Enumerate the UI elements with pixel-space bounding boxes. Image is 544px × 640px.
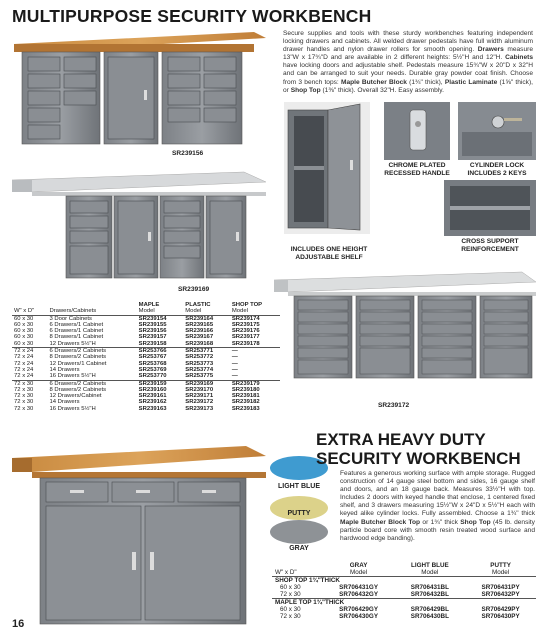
cell-maple: SR239157 xyxy=(138,334,167,341)
cell-size: 72 x 24 xyxy=(12,348,47,355)
table-row xyxy=(12,373,280,380)
cell-desc: 8 Drawers/1 Cabinet xyxy=(49,334,104,341)
cell-size: 72 x 24 xyxy=(14,354,34,361)
cell-plastic: SR253773 xyxy=(185,360,214,367)
cell-desc: 14 Drawers xyxy=(49,366,80,373)
cabinet-open-image xyxy=(284,102,370,234)
cell-plastic: SR239173 xyxy=(185,405,214,412)
cell-maple: SR239161 xyxy=(138,393,167,400)
t2-col-size: W" x D" xyxy=(275,569,297,576)
col-plastic xyxy=(183,302,230,315)
sku-label-bench-1: SR239156 xyxy=(172,150,204,157)
cell-size: 60 x 30 xyxy=(280,606,301,613)
section2-bold-shop: Shop Top xyxy=(460,518,491,526)
caption-lock: CYLINDER LOCK INCLUDES 2 KEYS xyxy=(467,162,527,177)
cell-size: 72 x 24 xyxy=(14,366,34,373)
cell-maple: SR253770 xyxy=(138,373,167,380)
cell-maple: SR239155 xyxy=(138,321,167,328)
cell-desc: 8 Drawers/2 Cabinets xyxy=(49,354,107,361)
col-shop-label: SHOP TOP xyxy=(231,302,263,308)
cylinder-lock-image xyxy=(458,102,536,160)
sku-label-bench-2: SR239169 xyxy=(178,286,210,293)
cell-size: 60 x 30 xyxy=(14,321,34,328)
cell-size: 60 x 30 xyxy=(14,340,34,347)
table-row xyxy=(12,341,280,348)
cell-plastic: SR239171 xyxy=(185,393,214,400)
section2-text: Features a generous working surface with ample storage. Rugged construction of 14 gauge steel bottom and sides, 16 gauge shelf and doors, and an 18 gauge back. Measures 33½"H with top. Includes 2 doors with keyed handle that enclose, 1 centered fixed shelf, and 3 drawers measuring 15½"W x 24"D x 5½"H each with keyed alike cylinder locks. Fully assembled. Choose a 1¾" thick xyxy=(340,470,535,518)
cell-shop: — xyxy=(231,373,238,380)
t2-col-blue xyxy=(395,562,466,577)
table-row xyxy=(12,334,280,340)
cell-desc: 3 Door Cabinets xyxy=(47,315,136,322)
cell-shop: SR239181 xyxy=(231,393,260,400)
cell-shop: SR239175 xyxy=(231,321,260,328)
cell-gray: SR706432GY xyxy=(339,591,379,598)
intro-text: Secure supplies and tools with these sturdy workbenches featuring independent locking drawers and cabinets. All welded drawer pedestals have full width aluminum drawer handles and nylon drawer rollers for smooth opening. xyxy=(283,30,533,54)
caption-shelf: INCLUDES ONE HEIGHT ADJUSTABLE SHELF xyxy=(290,246,368,261)
t2-col-gray-label: GRAY xyxy=(349,562,368,569)
table-row xyxy=(12,380,280,387)
page-title: MULTIPURPOSE SECURITY WORKBENCH xyxy=(12,6,372,26)
caption-support: CROSS SUPPORT REINFORCEMENT xyxy=(461,238,519,253)
cell-maple: SR239159 xyxy=(137,380,184,387)
cell-plastic: SR239167 xyxy=(185,334,214,341)
spec-table-multipurpose xyxy=(12,302,280,412)
workbench-plastic-image xyxy=(8,168,270,286)
cross-support-image xyxy=(444,180,536,236)
table2-header-row xyxy=(272,562,536,577)
cell-putty: SR706432PY xyxy=(481,591,520,598)
cell-gray: SR706430GY xyxy=(339,613,379,620)
cell-maple: SR239156 xyxy=(138,328,167,335)
table-group-row xyxy=(272,599,536,607)
col-plastic-label: PLASTIC xyxy=(185,302,211,308)
swatch-label-gray: GRAY xyxy=(289,545,309,552)
cell-desc: 16 Drawers 5½"H xyxy=(49,373,96,380)
cell-plastic: SR239164 xyxy=(183,315,230,322)
cell-putty: SR706429PY xyxy=(481,606,520,613)
swatch-label-light-blue: LIGHT BLUE xyxy=(278,483,320,490)
cell-size: 72 x 30 xyxy=(14,393,34,400)
cell-shop: SR239174 xyxy=(230,315,280,322)
intro-bold-plastic: Plastic Laminate xyxy=(444,78,498,86)
table-row xyxy=(272,613,536,620)
workbench-maple-image xyxy=(8,30,270,148)
cell-maple: SR253766 xyxy=(137,348,184,355)
cell-size: 72 x 30 xyxy=(280,613,301,620)
cell-size: 60 x 30 xyxy=(14,328,34,335)
cell-blue: SR706429BL xyxy=(410,606,449,613)
cell-plastic: SR253771 xyxy=(183,348,230,355)
cell-blue: SR706432BL xyxy=(410,591,449,598)
cell-maple: SR239160 xyxy=(138,386,167,393)
table-row xyxy=(12,406,280,412)
cell-gray: SR706429GY xyxy=(339,606,379,613)
cell-shop: — xyxy=(231,354,238,361)
cell-shop: — xyxy=(230,348,280,355)
cell-putty: SR706430PY xyxy=(481,613,520,620)
cell-blue: SR706430BL xyxy=(410,613,449,620)
cell-size: 72 x 30 xyxy=(280,591,301,598)
cell-maple: SR253768 xyxy=(138,360,167,367)
cell-plastic: SR253774 xyxy=(185,366,214,373)
table-row xyxy=(272,591,536,599)
cell-shop: SR239177 xyxy=(231,334,260,341)
cell-plastic: SR239165 xyxy=(185,321,214,328)
section2-title-line2: SECURITY WORKBENCH xyxy=(316,449,521,468)
cell-maple: SR253767 xyxy=(138,354,167,361)
cell-size: 72 x 24 xyxy=(14,360,34,367)
table-row xyxy=(272,584,536,591)
cell-shop: SR239182 xyxy=(231,399,260,406)
cell-desc: 14 Drawers xyxy=(49,399,80,406)
cell-size: 72 x 30 xyxy=(14,405,34,412)
cell-blue: SR706431BL xyxy=(410,584,449,591)
cell-maple: SR239154 xyxy=(137,315,184,322)
swatch-gray xyxy=(270,520,328,544)
intro-text: (1⅝" thick), or xyxy=(283,78,533,94)
section2-text: (45 lb. density particle board core with smooth resin treated wood surface and hardwood edge banding). xyxy=(340,518,535,542)
cell-desc: 6 Drawers/2 Cabinets xyxy=(47,348,136,355)
t2-col-blue-sub: Model xyxy=(421,569,439,576)
t2-col-putty-sub: Model xyxy=(492,569,510,576)
sku-label-bench-3: SR239172 xyxy=(378,402,410,409)
cell-plastic: SR253775 xyxy=(185,373,214,380)
cell-maple: SR239162 xyxy=(138,399,167,406)
swatch-label-putty: PUTTY xyxy=(287,510,311,517)
cell-desc: 12 Drawers 5½"H xyxy=(49,340,96,347)
cell-putty: SR706431PY xyxy=(481,584,520,591)
page-number: 16 xyxy=(12,618,25,630)
col-plastic-sub: Model xyxy=(185,308,202,315)
intro-text: have locking doors and adjustable shelf. Pedestals measure 15¾"W x 20"D x 32"H and can be arranged to suit your needs. Durable gray powder coat finish. Choose from 3 bench tops: xyxy=(283,62,533,86)
cell-plastic: SR253772 xyxy=(185,354,214,361)
cell-maple: SR253769 xyxy=(138,366,167,373)
section2-title xyxy=(316,430,526,468)
table-group-row xyxy=(272,577,536,585)
cell-maple: SR239158 xyxy=(138,340,167,347)
cell-desc: 8 Drawers/2 Cabinets xyxy=(49,386,107,393)
t2-col-blue-label: LIGHT BLUE xyxy=(410,562,449,569)
intro-text: (1⅜" thick). Overall 32"H. Easy assembly. xyxy=(320,86,444,94)
table-row xyxy=(12,315,280,322)
spec-table-heavy-duty xyxy=(272,562,536,620)
group-label: MAPLE TOP 1¾"THICK xyxy=(272,599,536,607)
cell-desc: 12 Drawers/Cabinet xyxy=(49,393,102,400)
cell-size: 60 x 30 xyxy=(12,315,47,322)
cell-shop: SR239179 xyxy=(230,380,280,387)
col-maple xyxy=(137,302,184,315)
cell-shop: SR239183 xyxy=(231,405,260,412)
table-row xyxy=(12,348,280,355)
intro-paragraph xyxy=(283,30,533,95)
col-maple-sub: Model xyxy=(138,308,155,315)
group-label: SHOP TOP 1¾"THICK xyxy=(272,577,536,585)
t2-col-gray-sub: Model xyxy=(350,569,368,576)
cell-desc: 12 Drawers/1 Cabinet xyxy=(49,360,107,367)
cell-shop: SR239178 xyxy=(231,340,260,347)
t2-col-gray xyxy=(323,562,395,577)
table-row xyxy=(272,606,536,613)
t2-col-putty xyxy=(465,562,536,577)
cell-desc: 16 Drawers 5½"H xyxy=(49,405,96,412)
cell-plastic: SR239169 xyxy=(183,380,230,387)
col-shop xyxy=(230,302,280,315)
cell-gray: SR706431GY xyxy=(339,584,379,591)
spec-table2-body xyxy=(272,577,536,621)
caption-handle: CHROME PLATED RECESSED HANDLE xyxy=(384,162,450,177)
intro-bold-shop-top: Shop Top xyxy=(290,86,321,94)
col-shop-sub: Model xyxy=(231,308,248,315)
section2-title-line1: EXTRA HEAVY DUTY xyxy=(316,430,486,449)
workbench-shoptop-image xyxy=(272,270,538,398)
spec-table-body xyxy=(12,315,280,412)
cell-size: 60 x 30 xyxy=(280,584,301,591)
cell-size: 72 x 24 xyxy=(14,373,34,380)
cell-shop: — xyxy=(231,366,238,373)
intro-bold-cabinets: Cabinets xyxy=(505,54,533,62)
cell-shop: — xyxy=(231,360,238,367)
col-maple-label: MAPLE xyxy=(138,302,160,308)
intro-text: (1¾" thick), xyxy=(406,78,445,86)
cell-size: 72 x 30 xyxy=(14,386,34,393)
cell-size: 72 x 30 xyxy=(14,399,34,406)
intro-bold-drawers: Drawers xyxy=(477,46,504,54)
table-row xyxy=(12,399,280,405)
col-size: W" x D" xyxy=(14,308,35,315)
cell-size: 60 x 30 xyxy=(14,334,34,341)
cell-plastic: SR239166 xyxy=(185,328,214,335)
section2-paragraph xyxy=(340,470,535,543)
cell-shop: SR239180 xyxy=(231,386,260,393)
intro-bold-maple: Maple Butcher Block xyxy=(340,78,407,86)
heavy-duty-workbench-image xyxy=(10,444,268,626)
cell-desc: 6 Drawers/1 Cabinet xyxy=(49,321,104,328)
recessed-handle-image xyxy=(384,102,450,160)
intro-text: measure 13"W x 17¾"D and are available in 2 different heights: 5½"H and 12"H. xyxy=(283,46,533,62)
cell-plastic: SR239172 xyxy=(185,399,214,406)
cell-shop: SR239176 xyxy=(231,328,260,335)
t2-col-putty-label: PUTTY xyxy=(490,562,511,569)
section2-bold-maple: Maple Butcher Block Top xyxy=(340,518,421,526)
cell-desc: 6 Drawers/2 Cabinets xyxy=(47,380,136,387)
table-header-row xyxy=(12,302,280,315)
cell-maple: SR239163 xyxy=(138,405,167,412)
cell-plastic: SR239168 xyxy=(185,340,214,347)
cell-desc: 6 Drawers/1 Cabinet xyxy=(49,328,104,335)
cell-plastic: SR239170 xyxy=(185,386,214,393)
section2-text: or 1¾" thick xyxy=(420,518,461,526)
cell-size: 72 x 30 xyxy=(12,380,47,387)
col-desc: Drawers/Cabinets xyxy=(49,308,97,315)
